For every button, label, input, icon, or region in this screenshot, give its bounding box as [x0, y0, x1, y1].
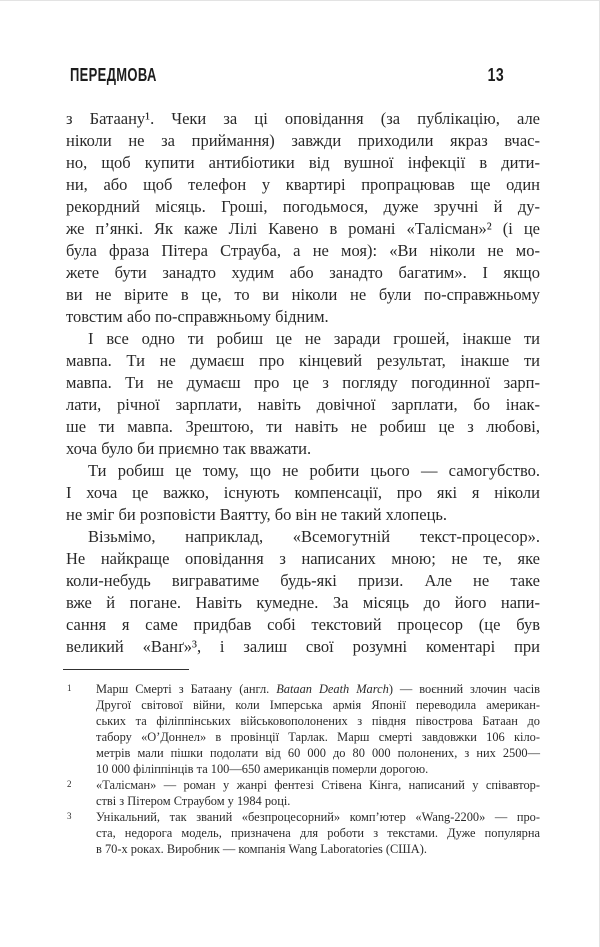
- body-line: І все одно ти робиш це не заради грошей, інакше ти: [88, 329, 540, 348]
- body-line: Не найкраще оповідання з написаних мною; не те, яке: [66, 549, 540, 568]
- footnote-separator: [63, 669, 189, 670]
- body-line: товстим або по-справжньому бідним.: [66, 307, 329, 326]
- body-line: но, щоб купити антибіотики від вушної інфекції в дити-: [66, 153, 540, 172]
- body-line: вже й погане. Навіть кумедне. За місяць до його напи-: [66, 593, 540, 612]
- body-line: з Батаану¹. Чеки за ці оповідання (за публікацію, але: [66, 109, 540, 128]
- body-line: сання я саме придбав собі текстовий процесор (це був: [66, 615, 540, 634]
- body-line: була фраза Пітера Страуба, а не моя): «Ви ніколи не мо-: [66, 241, 540, 260]
- page-number: 13: [487, 65, 504, 85]
- body-line: коли-небудь виграватиме будь-які призи. Але не таке: [66, 571, 540, 590]
- footnote-line: метрів мали пішки подолати від 60 000 до 80 000 полонених, з них 2500—: [96, 746, 540, 760]
- body-line: великий «Ванґ»³, і залиш свої розумні коментарі при: [66, 637, 540, 656]
- body-line: хоча було би приємно так вважати.: [66, 439, 312, 458]
- body-line: ше ти мавпа. Зрештою, ти навіть не робиш це з любові,: [66, 417, 540, 436]
- body-line: же п’янкі. Як каже Лілі Кавено в романі «Талісман»² (і це: [66, 219, 540, 238]
- body-line: не зміг би розповісти Ваятту, бо він не такий хлопець.: [66, 505, 448, 524]
- body-line: мавпа. Ти не думаєш про це з погляду погодинної зарп-: [66, 373, 540, 392]
- footnote-line: Марш Смерті з Батаану (англ. Bataan Death March) — воєнний злочин часів: [96, 682, 541, 696]
- body-line: ніколи не за приймання) завжди приходили якраз вчас-: [66, 131, 540, 150]
- footnote-marker: 1: [67, 683, 72, 693]
- footnote: [66, 681, 540, 777]
- body-text: [66, 108, 540, 658]
- footnote-line: табору «О’Доннел» в провінції Тарлак. Марш смерті завдовжки 106 кіло-: [96, 730, 540, 744]
- footnote-line: ста, недорога модель, призначена для роботи з текстами. Дуже популярна: [96, 826, 540, 840]
- running-header: [66, 65, 540, 85]
- footnotes: [66, 681, 540, 857]
- body-line: Візьмімо, наприклад, «Всемогутній текст-процесор».: [88, 527, 540, 546]
- footnote: [66, 777, 540, 809]
- footnote-marker: 3: [67, 811, 72, 821]
- footnote-line: 10 000 філіппінців та 100—650 американців померли дорогою.: [96, 762, 429, 776]
- footnote-line: стві з Пітером Страубом у 1984 році.: [96, 794, 291, 808]
- footnote-line: Другої світової війни, коли Імперська армія Японії переводила американ-: [96, 698, 540, 712]
- body-line: рекордний місяць. Гроші, погодьмося, дуже зручні й ду-: [66, 197, 540, 216]
- footnote-line: «Талісман» — роман у жанрі фентезі Стівена Кінга, написаний у співавтор-: [96, 778, 540, 792]
- footnote-line: в 70-х роках. Виробник — компанія Wang Laboratories (США).: [96, 842, 427, 856]
- body-line: ви не вірите в це, то ви ніколи не були по-справжньому: [66, 285, 540, 304]
- body-line: лати, річної зарплати, навіть довічної зарплати, бо інак-: [66, 395, 540, 414]
- body-line: І хоча це важко, існують компенсації, про які я ніколи: [66, 483, 540, 502]
- footnote: [66, 809, 540, 857]
- body-line: мавпа. Ти не думаєш про кінцевий результат, інакше ти: [66, 351, 540, 370]
- footnote-marker: 2: [67, 779, 72, 789]
- body-line: ни, або щоб телефон у квартирі пропрацював ще один: [66, 175, 540, 194]
- body-line: жете бути занадто худим або занадто багатим». І якщо: [66, 263, 540, 282]
- chapter-title: ПЕРЕДМОВА: [70, 65, 157, 85]
- footnote-line: Унікальний, так званий «безпроцесорний» комп’ютер «Wang-2200» — про-: [96, 810, 540, 824]
- body-line: Ти робиш це тому, що не робити цього — самогубство.: [88, 461, 540, 480]
- footnote-line: ських та філіппінських військовополонених з півдня півострова Батаан до: [96, 714, 540, 728]
